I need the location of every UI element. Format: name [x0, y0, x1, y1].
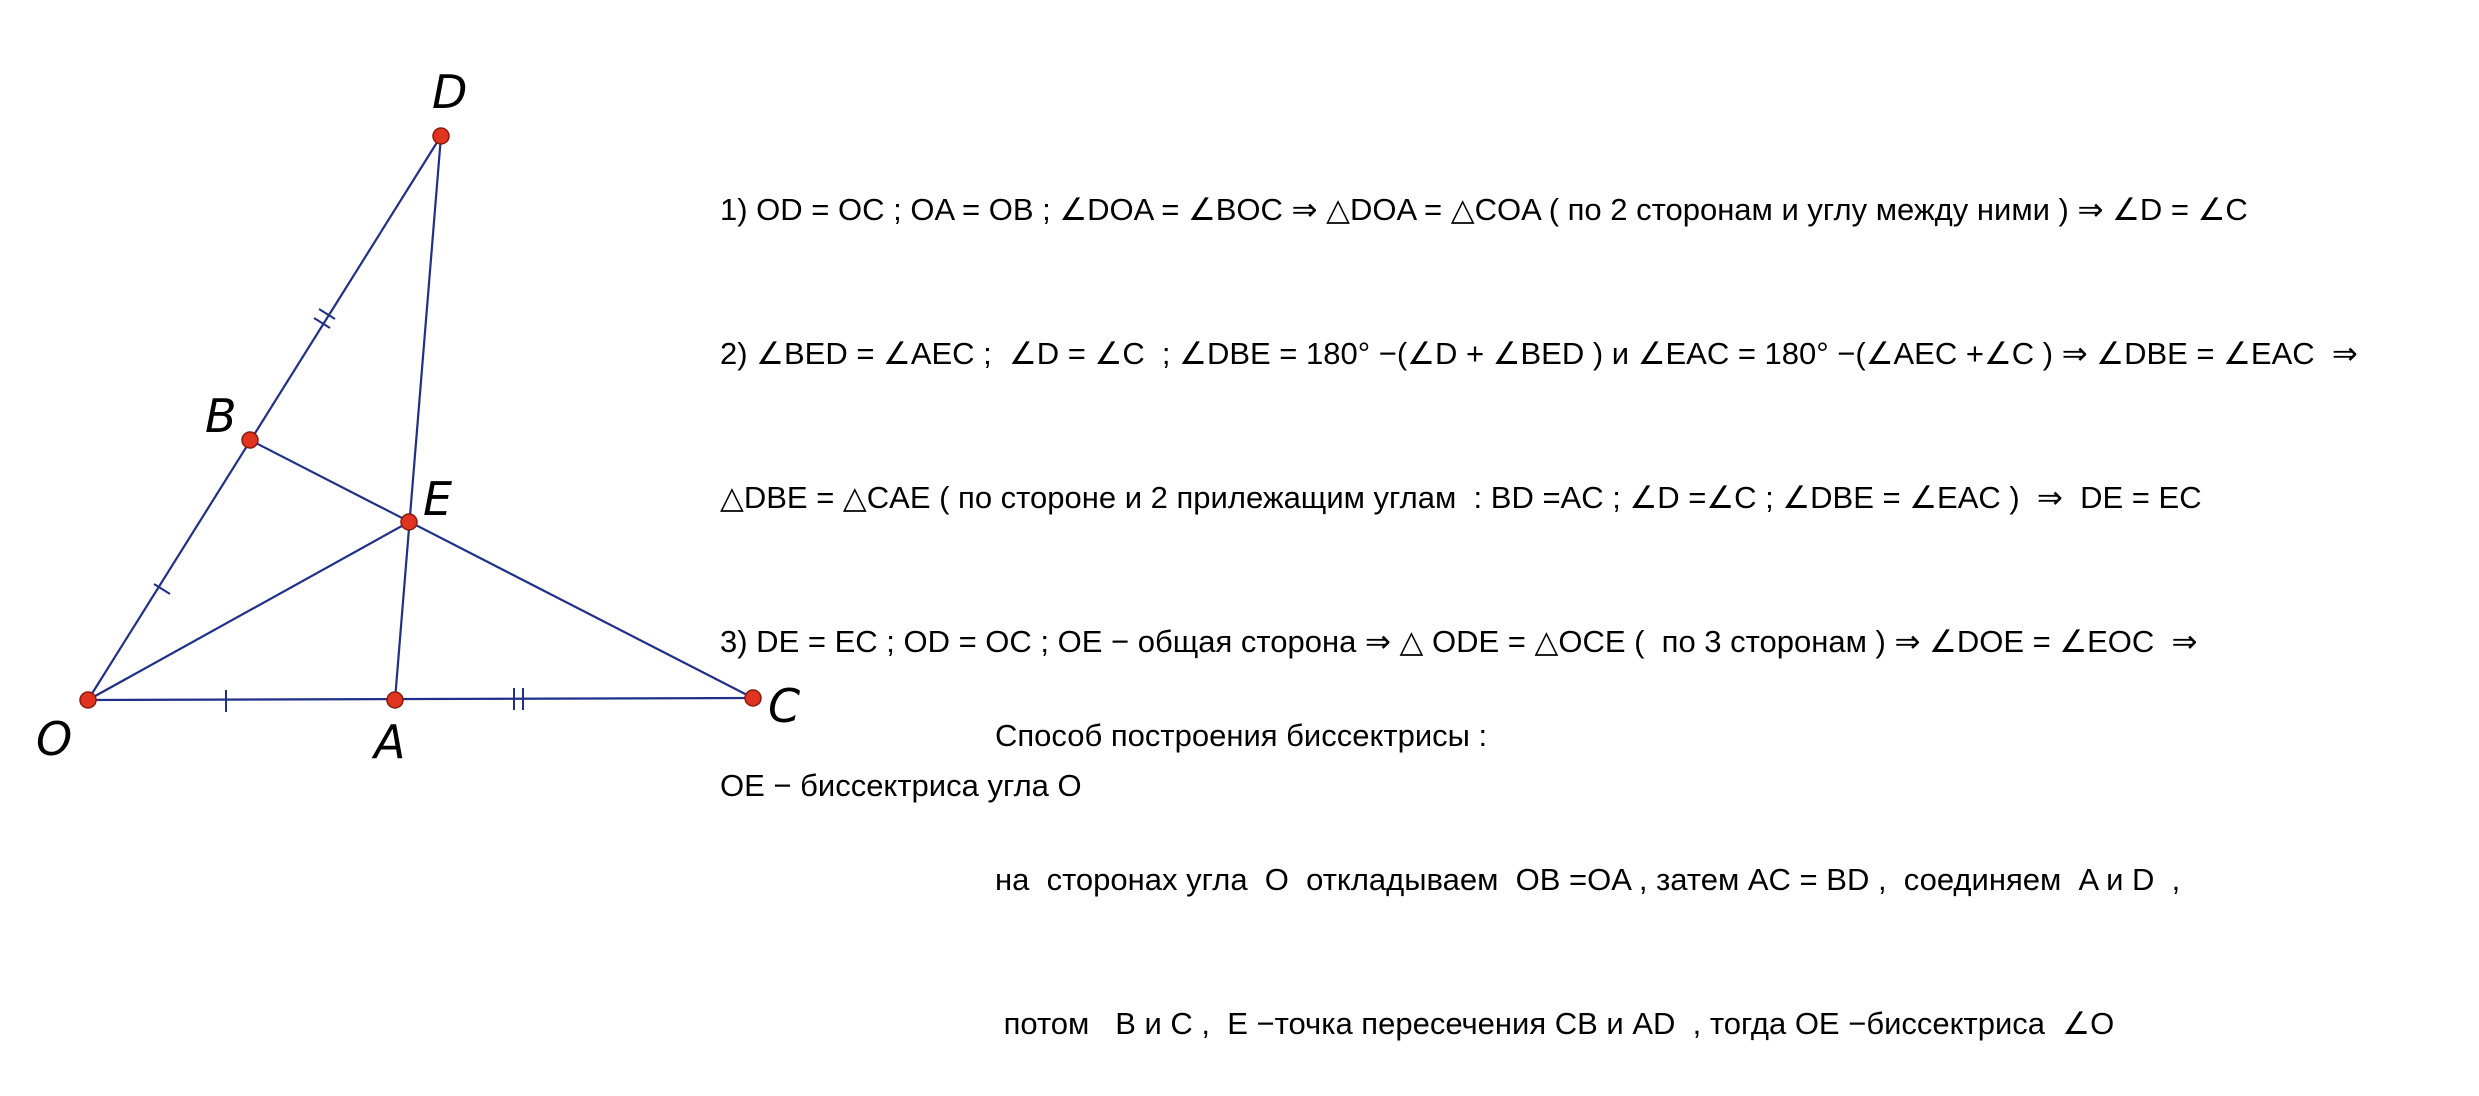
label-C: C [768, 679, 801, 733]
geometry-figure [0, 0, 820, 800]
point-O [80, 692, 96, 708]
proof-line-1: 1) OD = OC ; OA = OB ; ∠DOA = ∠BOC ⇒ △DOA = △COA ( по 2 сторонам и углу между ними ) ⇒ ∠D = ∠C [720, 192, 2248, 227]
construction-line-2: потом B и C , E −точка пересечения CB и AD , тогда OE −биссектриса ∠O [995, 1006, 2115, 1041]
segment-OD [88, 136, 441, 700]
label-O: O [36, 712, 73, 766]
proof-line-2: 2) ∠BED = ∠AEC ; ∠D = ∠C ; ∠DBE = 180° −(∠D + ∠BED ) и ∠EAC = 180° −(∠AEC +∠C ) ⇒ ∠DBE = ∠EAC ⇒ [720, 336, 2358, 371]
construction-line-1: на сторонах угла O откладываем OB =OA , затем AC = BD , соединяем A и D , [995, 862, 2181, 897]
segment-OC [88, 698, 753, 700]
segment-OE [88, 522, 409, 700]
proof-line-3: △DBE = △CAE ( по стороне и 2 прилежащим углам : BD =AC ; ∠D =∠C ; ∠DBE = ∠EAC ) ⇒ DE = EC [720, 480, 2202, 515]
proof-line-5: OE − биссектриса угла O [720, 768, 1082, 803]
proof-line-4: 3) DE = EC ; OD = OC ; OE − общая сторона ⇒ △ ODE = △OCE ( по 3 сторонам ) ⇒ ∠DOE = ∠EOC ⇒ [720, 624, 2198, 659]
point-E [401, 514, 417, 530]
segment-DA [395, 136, 441, 700]
label-D: D [432, 65, 468, 119]
point-B [242, 432, 258, 448]
label-E: E [423, 472, 453, 526]
construction-text [995, 628, 2180, 1096]
point-A [387, 692, 403, 708]
label-B: B [205, 389, 237, 443]
point-D [433, 128, 449, 144]
label-A: A [374, 715, 406, 769]
construction-heading: Способ построения биссектрисы : [995, 718, 1488, 753]
